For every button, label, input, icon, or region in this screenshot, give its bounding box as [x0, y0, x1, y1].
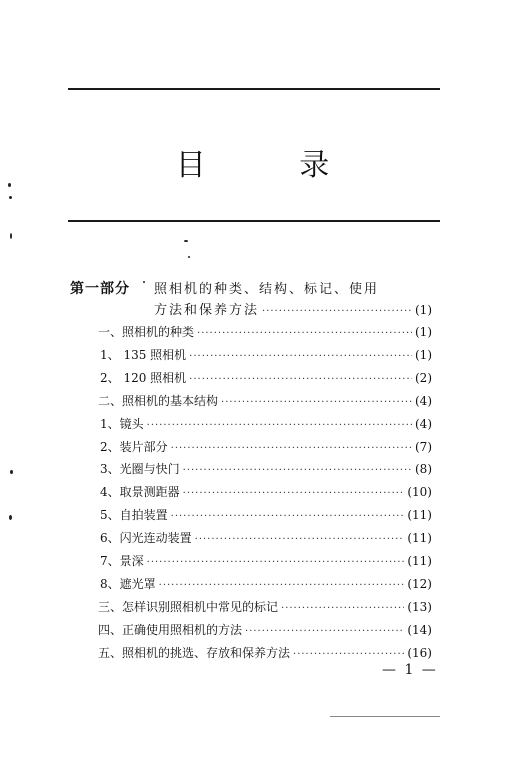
entry-page: (11): [407, 554, 432, 568]
entry-label: 6、闪光连动装置: [100, 531, 192, 545]
entry-page: (8): [415, 462, 432, 476]
leader-dots: [281, 600, 404, 618]
entry-label: 7、景深: [100, 554, 144, 568]
toc-entry: [100, 506, 432, 524]
entry-label: 4、取景测距器: [100, 485, 180, 499]
leader-dots: [147, 554, 405, 572]
entry-page: (13): [407, 600, 432, 614]
leader-dots: [183, 485, 405, 503]
entry-label: 二、照相机的基本结构: [98, 394, 219, 408]
scan-smudge: [330, 716, 440, 717]
scan-speck: [10, 233, 12, 239]
part-title-entry: [154, 301, 432, 319]
toc-entry: [100, 415, 432, 433]
scan-speck: [143, 281, 145, 283]
entry-page: (11): [407, 531, 432, 545]
entry-page: (1): [415, 303, 432, 317]
scan-speck: [188, 256, 190, 258]
toc-entry: [98, 323, 432, 341]
toc-entry: [100, 483, 432, 501]
scan-speck: [184, 240, 188, 242]
leader-dots: [189, 348, 412, 366]
entry-label: 3、光圈与快门: [100, 462, 180, 476]
toc-entry: [98, 621, 432, 639]
leader-dots: [171, 440, 412, 458]
part-label: 第一部分: [70, 281, 130, 297]
toc-entry: [98, 598, 432, 616]
toc-entry: [100, 529, 432, 547]
entry-label: 2、装片部分: [100, 440, 168, 454]
entry-page: (4): [415, 417, 432, 431]
part-title-line2: 方法和保养方法: [154, 303, 260, 318]
entry-label: 四、正确使用照相机的方法: [98, 623, 243, 637]
page-title: 目 录: [175, 148, 372, 183]
leader-dots: [159, 577, 405, 595]
leader-dots: [189, 371, 412, 389]
scan-speck: [9, 515, 12, 520]
entry-page: (10): [407, 485, 432, 499]
toc-entry: [100, 438, 432, 456]
toc-entry: [100, 460, 432, 478]
entry-label: 5、自拍装置: [100, 508, 168, 522]
entry-page: (7): [415, 440, 432, 454]
entry-page: (2): [415, 371, 432, 385]
leader-dots: [183, 462, 412, 480]
page-number: — 1 —: [382, 662, 438, 678]
toc-entry: [100, 346, 432, 364]
entry-page: (16): [407, 646, 432, 660]
leader-dots: [147, 417, 412, 435]
entry-page: (14): [407, 623, 432, 637]
entry-page: (11): [407, 508, 432, 522]
entry-label: 1、镜头: [100, 417, 144, 431]
toc-entry: [98, 392, 432, 410]
leader-dots: [262, 303, 412, 321]
top-rule: [68, 88, 440, 90]
part-title-line1: 照相机的种类、结构、标记、使用: [154, 282, 380, 297]
entry-label: 三、怎样识别照相机中常见的标记: [98, 600, 279, 614]
bottom-rule: [68, 220, 440, 222]
entry-label: 1、 135 照相机: [100, 348, 187, 362]
leader-dots: [245, 623, 404, 641]
leader-dots: [195, 531, 405, 549]
leader-dots: [197, 325, 412, 343]
scan-speck: [10, 470, 13, 474]
entry-page: (12): [407, 577, 432, 591]
scan-speck: [8, 183, 11, 187]
toc-entry: [98, 644, 432, 662]
entry-page: (4): [415, 394, 432, 408]
leader-dots: [221, 394, 412, 412]
leader-dots: [171, 508, 405, 526]
scan-speck: [9, 196, 12, 199]
entry-label: 8、遮光罩: [100, 577, 156, 591]
entry-label: 五、照相机的挑选、存放和保养方法: [98, 646, 291, 660]
entry-label: 2、 120 照相机: [100, 371, 187, 385]
entry-page: (1): [415, 348, 432, 362]
entry-page: (1): [415, 325, 432, 339]
toc-entry: [100, 369, 432, 387]
toc-entry: [100, 575, 432, 593]
entry-label: 一、照相机的种类: [98, 325, 195, 339]
toc-entry: [100, 552, 432, 570]
